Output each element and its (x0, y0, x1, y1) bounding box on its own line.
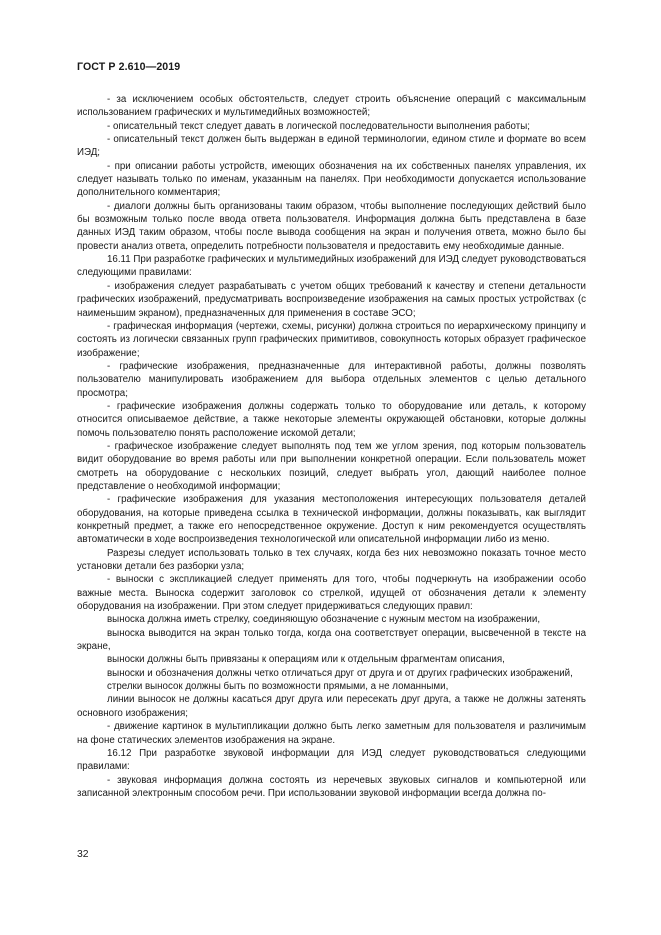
paragraph: - движение картинок в мультипликации должно быть легко заметным для пользователя и различимым на фоне статических элементов изображения на экране. (77, 721, 586, 746)
section-paragraph: 16.12 При разработке звуковой информации для ИЭД следует руководствоваться следующими правилами: (77, 747, 586, 773)
paragraph: стрелки выносок должны быть по возможности прямыми, а не ломанными, (107, 681, 449, 693)
paragraph: - графические изображения для указания местоположения интересующих пользователя деталей оборудования, на которые приведена ссылка в технической информации, должны показывать, как выглядит конкретный предмет, а также его непосредственное окружение. Доступ к ним рекомендуется осуществлять автоматически в ходе воспроизведения технологической или описательной информации либо из меню. (77, 494, 586, 546)
paragraph: - диалоги должны быть организованы таким образом, чтобы выполнение последующих действий было бы возможным только после ввода ответа пользователя. Информация должна быть представлена в базе данных ИЭД таким образом, чтобы после вывода сообщения на экран и получения ответа, можно было бы провести анализ ответа, определить потребности пользователя и предоставить ему необходимые данные. (77, 200, 586, 252)
paragraph: выноска выводится на экран только тогда, когда она соответствует операции, высвеченной в тексте на экране, (77, 627, 586, 653)
paragraph: - описательный текст должен быть выдержан в единой терминологии, едином стиле и формате во всем ИЭД; (77, 134, 586, 159)
paragraph: - выноски с экспликацией следует применять для того, чтобы подчеркнуть на изображении особо важные места. Выноска содержит заголовок со стрелкой, идущей от обозначения детали к элементу оборудования на изображении. При этом следует придерживаться следующих правил: (77, 574, 586, 613)
paragraph: - графическая информация (чертежи, схемы, рисунки) должна строиться по иерархическому принципу и состоять из логически связанных групп графических примитивов, совокупность которых образует графическое изображение; (77, 320, 586, 359)
paragraph: - при описании работы устройств, имеющих обозначения на их собственных панелях управления, их следует называть только по именам, указанным на панелях. При необходимости допускается использование дополнительного комментария; (77, 160, 586, 199)
paragraph: выноски и обозначения должны четко отличаться друг от друга и от других графических изображений, (107, 667, 573, 679)
paragraph: - описательный текст следует давать в логической последовательности выполнения работы; (107, 120, 530, 132)
body-text (77, 93, 586, 800)
paragraph: выноски должны быть привязаны к операциям или к отдельным фрагментам описания, (107, 654, 505, 666)
paragraph: - за исключением особых обстоятельств, следует строить объяснение операций с максимальным использованием графических и мультимедийных возможностей; (77, 94, 586, 119)
paragraph: линии выносок не должны касаться друг друга или пересекать друг друга, а также не должны затенять основного изображения; (77, 694, 586, 719)
paragraph: - звуковая информация должна состоять из неречевых звуковых сигналов и компьютерной или записанной электронным способом речи. При использовании звуковой информации всегда должна по- (77, 774, 586, 799)
paragraph: - графические изображения, предназначенные для интерактивной работы, должны позволять пользователю манипулировать изображением для выбора отдельных элементов с целью детального просмотра; (77, 360, 586, 399)
paragraph: - изображения следует разрабатывать с учетом общих требований к качеству и степени детальности графических изображений, предусматривать воспроизведение изображения на самых простых устройствах (с наименьшим экраном), предназначенных для применения в составе ЭСО; (77, 280, 586, 319)
standard-designation: ГОСТ Р 2.610—2019 (77, 61, 181, 73)
paragraph: - графическое изображение следует выполнять под тем же углом зрения, под которым пользователь видит оборудование во время работы или при выполнении конкретной операции. Если пользователь может смотреть на оборудование с нескольких позиций, следует выбрать угол, дающий наиболее полное представление о необходимой информации; (77, 440, 586, 492)
paragraph: выноска должна иметь стрелку, соединяющую обозначение с нужным местом на изображении, (107, 614, 541, 626)
section-paragraph: 16.11 При разработке графических и мультимедийных изображений для ИЭД следует руководствоваться следующими правилами: (77, 254, 586, 279)
page-number: 32 (77, 849, 89, 860)
paragraph: - графические изображения должны содержать только то оборудование или деталь, к которому относится описываемое действие, а также некоторые элементы окружающей обстановки, которые должны помочь пользователю понять расположение искомой детали; (77, 400, 586, 439)
paragraph: Разрезы следует использовать только в тех случаях, когда без них невозможно показать точное место установки детали без разборки узла; (77, 547, 586, 573)
